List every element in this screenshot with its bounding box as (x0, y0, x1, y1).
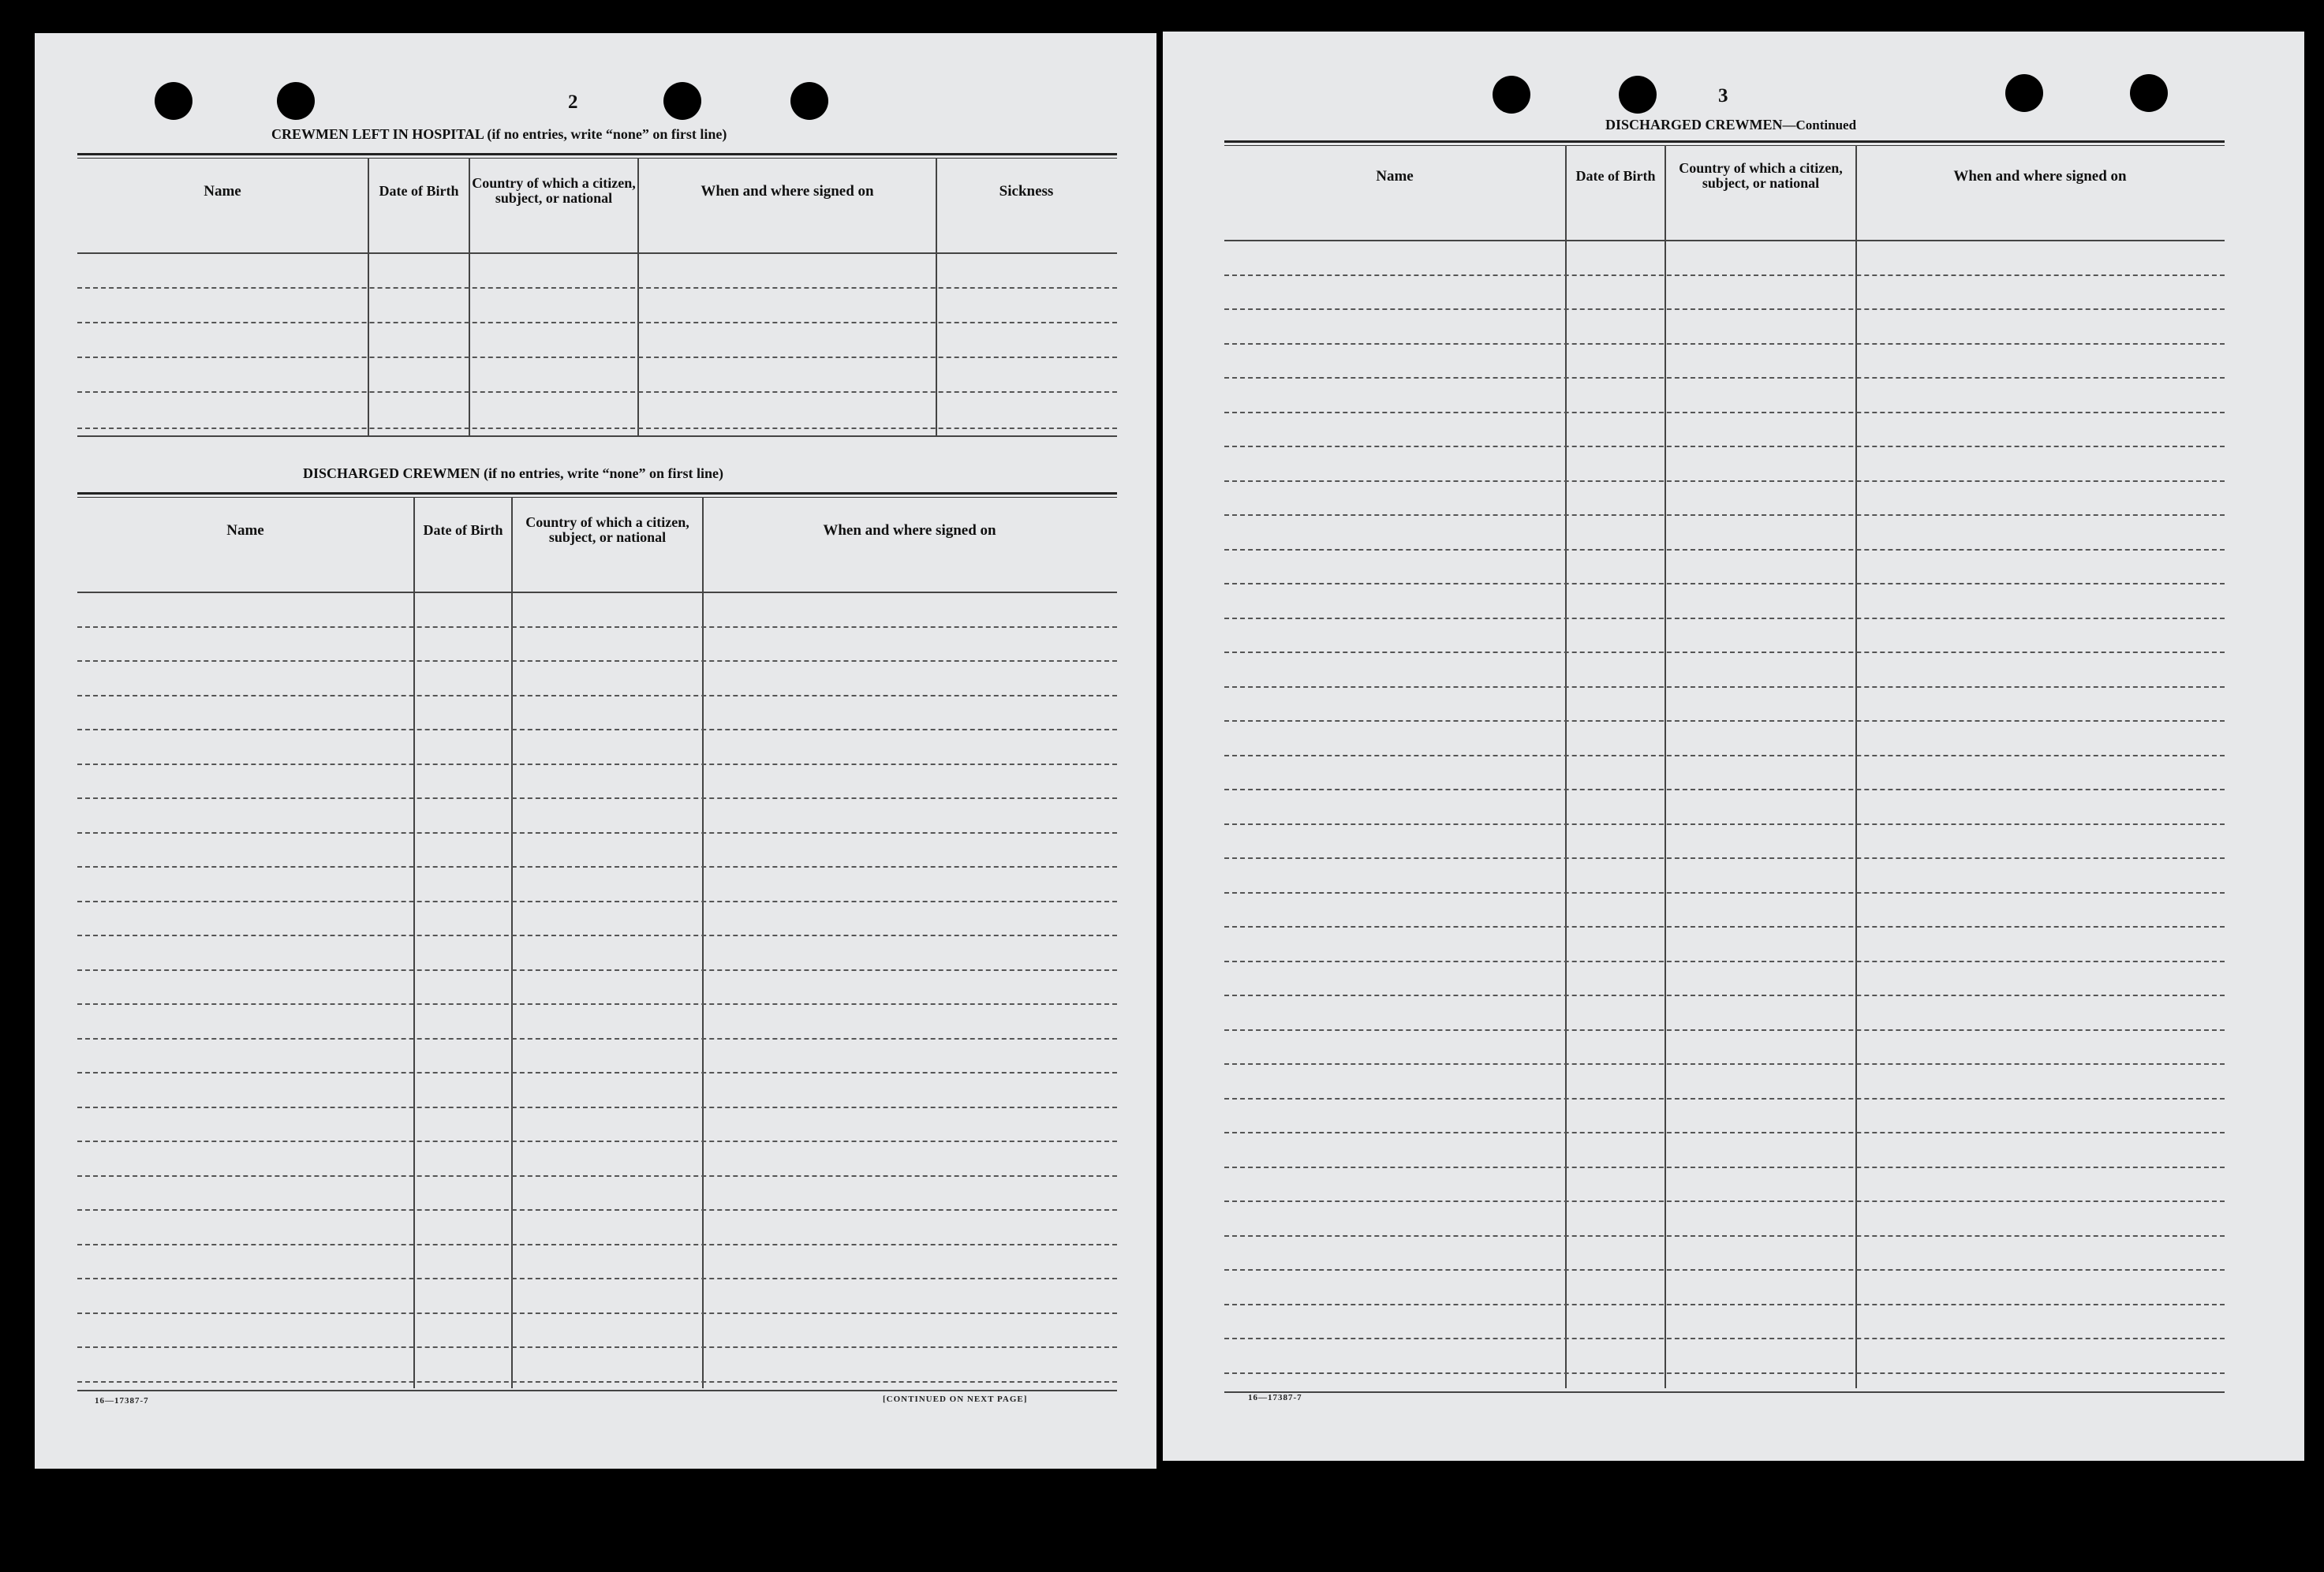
entry-row-line (77, 969, 1117, 971)
entry-row-line (77, 1346, 1117, 1348)
punch-hole (663, 82, 701, 120)
col-header-name: Name (226, 521, 264, 539)
entry-row-line (77, 1072, 1117, 1074)
punch-hole (1493, 76, 1530, 114)
entry-row-line (1224, 1338, 2225, 1339)
entry-row-line (1224, 240, 2225, 241)
entry-row-line (77, 660, 1117, 662)
entry-row-line (1224, 377, 2225, 379)
entry-row-line (77, 729, 1117, 730)
col-header-date-of-birth: Date of Birth (1575, 167, 1656, 184)
entry-row-line (1224, 1304, 2225, 1305)
discharged-title-text: DISCHARGED CREWMEN (303, 465, 480, 481)
entry-row-line (1224, 892, 2225, 894)
entry-row-line (77, 1141, 1117, 1142)
punch-hole (155, 82, 192, 120)
hospital-section-title (271, 126, 727, 143)
entry-row-line (1224, 343, 2225, 345)
entry-row-line (1224, 995, 2225, 996)
col-header-name: Name (1376, 167, 1414, 185)
form-number: 16—17387-7 (1248, 1393, 1302, 1402)
hospital-instruction: (if no entries, write “none” on first line) (487, 126, 727, 142)
section-title-suffix: —Continued (1782, 118, 1857, 133)
entry-row-line (77, 626, 1117, 628)
col-header-signed-on: When and where signed on (823, 521, 996, 539)
entry-row-line (77, 1209, 1117, 1211)
entry-row-line (1224, 823, 2225, 825)
entry-row-line (1224, 1372, 2225, 1374)
entry-row-line (77, 901, 1117, 902)
entry-row-line (1224, 1200, 2225, 1202)
entry-row-line (77, 832, 1117, 834)
entry-row-line (1224, 755, 2225, 756)
entry-row-line (1224, 1063, 2225, 1065)
entry-row-line (1224, 1098, 2225, 1100)
entry-row-line (1224, 514, 2225, 516)
entry-row-line (77, 1278, 1117, 1279)
entry-row-line (77, 592, 1117, 593)
entry-row-line (1224, 549, 2225, 551)
punch-hole (2130, 74, 2168, 112)
col-header-signed-on: When and where signed on (1953, 167, 2127, 185)
entry-row-line (77, 1244, 1117, 1245)
entry-row-line (1224, 789, 2225, 790)
form-number: 16—17387-7 (95, 1396, 149, 1406)
entry-row-line (1224, 583, 2225, 584)
entry-row-line (1224, 720, 2225, 722)
entry-row-line (1224, 1132, 2225, 1133)
entry-row-line (1224, 1029, 2225, 1031)
punch-hole (1619, 76, 1657, 114)
entry-row-line (1224, 618, 2225, 619)
page-number: 3 (1718, 85, 1728, 106)
hospital-table (77, 153, 1117, 469)
continued-note: [CONTINUED ON NEXT PAGE] (883, 1395, 1028, 1404)
punch-hole (2005, 74, 2043, 112)
entry-row-line (77, 764, 1117, 765)
entry-row-line (77, 1175, 1117, 1177)
right-form-page (1163, 32, 2304, 1461)
col-header-country: Country of which a citizen, subject, or national (525, 514, 689, 545)
col-header-sickness: Sickness (999, 182, 1054, 200)
entry-row-line (77, 866, 1117, 868)
entry-row-line (1224, 1167, 2225, 1168)
col-header-country: Country of which a citizen, subject, or national (472, 175, 636, 206)
entry-row-line (77, 1312, 1117, 1314)
discharged-instruction: (if no entries, write “none” on first line) (484, 465, 723, 481)
punch-hole (790, 82, 828, 120)
entry-row-line (1224, 480, 2225, 482)
col-header-name: Name (204, 182, 241, 200)
discharged-continued-title (1565, 117, 1896, 133)
discharged-table-right (1224, 140, 2225, 1418)
entry-row-line (1224, 308, 2225, 310)
entry-row-line (1224, 961, 2225, 962)
hospital-title-text: CREWMEN LEFT IN HOSPITAL (271, 126, 484, 142)
punch-hole (277, 82, 315, 120)
page-number: 2 (568, 91, 578, 113)
entry-row-line (77, 935, 1117, 936)
entry-row-line (1224, 926, 2225, 928)
entry-row-line (77, 1107, 1117, 1108)
entry-row-line (77, 1003, 1117, 1005)
left-form-page (35, 33, 1156, 1469)
col-header-signed-on: When and where signed on (701, 182, 874, 200)
entry-row-line (1224, 857, 2225, 859)
entry-row-line (77, 1381, 1117, 1383)
entry-row-line (77, 1038, 1117, 1040)
entry-row-line (1224, 446, 2225, 447)
entry-row-line (1224, 1235, 2225, 1237)
col-header-date-of-birth: Date of Birth (423, 521, 503, 538)
discharged-section-title (303, 465, 723, 482)
col-header-date-of-birth: Date of Birth (379, 182, 459, 199)
entry-row-line (1224, 1269, 2225, 1271)
entry-row-line (77, 695, 1117, 696)
discharged-table-left (77, 492, 1117, 1423)
entry-row-line (1224, 412, 2225, 413)
entry-row-line (1224, 274, 2225, 276)
table-bottom-rule (1224, 1391, 2225, 1393)
table-bottom-rule (77, 1390, 1117, 1391)
col-header-country: Country of which a citizen, subject, or national (1679, 160, 1843, 191)
section-title-text: DISCHARGED CREWMEN (1605, 117, 1783, 133)
entry-row-line (1224, 686, 2225, 688)
entry-row-line (1224, 652, 2225, 653)
entry-row-line (77, 797, 1117, 799)
